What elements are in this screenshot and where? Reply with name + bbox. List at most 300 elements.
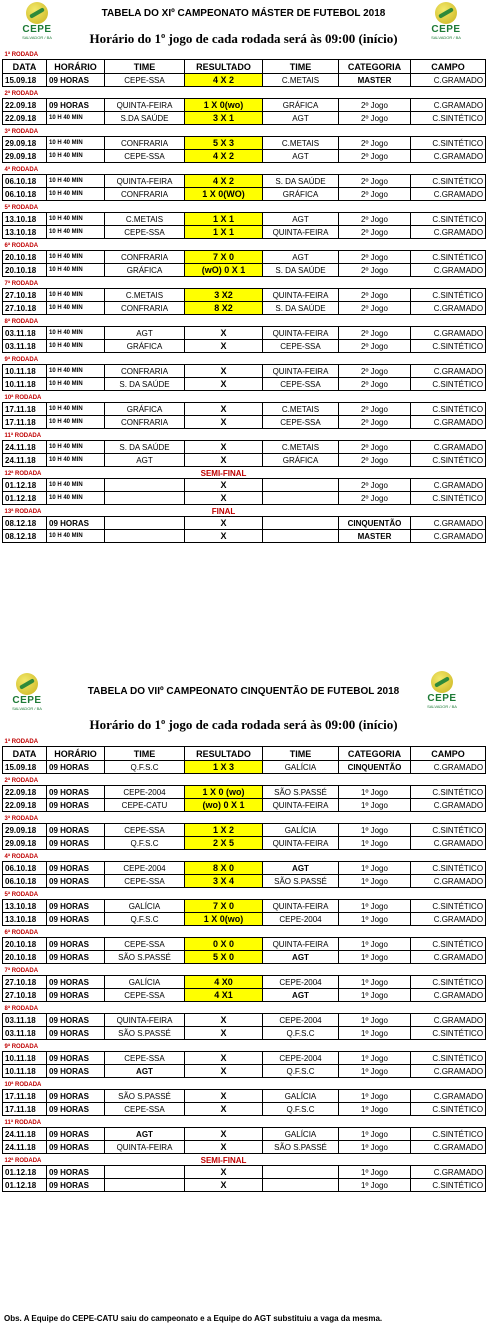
home-team-cell: CONFRARIA <box>105 416 185 429</box>
field-cell: C.GRAMADO <box>411 1166 486 1179</box>
away-team-cell: C.METAIS <box>263 74 339 87</box>
home-team-cell <box>105 517 185 530</box>
table-row <box>3 1065 486 1078</box>
category-cell: 2º Jogo <box>339 137 411 150</box>
table-row <box>3 938 486 951</box>
category-cell: 2º Jogo <box>339 479 411 492</box>
column-header: CATEGORIA <box>339 747 411 761</box>
field-cell: C.SINTÉTICO <box>411 824 486 837</box>
field-cell: C.SINTÉTICO <box>411 786 486 799</box>
table-row <box>3 1052 486 1065</box>
category-cell: 2º Jogo <box>339 378 411 391</box>
home-team-cell <box>105 1166 185 1179</box>
category-cell: 2º Jogo <box>339 264 411 277</box>
result-cell: X <box>185 1065 263 1078</box>
field-cell: C.SINTÉTICO <box>411 492 486 505</box>
home-team-cell: Q.F.S.C <box>105 837 185 850</box>
result-cell: 1 X 3 <box>185 761 263 774</box>
date-cell: 24.11.18 <box>3 454 47 467</box>
table-row <box>3 289 486 302</box>
time-cell: 10 H 40 MIN <box>47 416 105 429</box>
away-team-cell: QUINTA-FEIRA <box>263 900 339 913</box>
home-team-cell: S.DA SAÚDE <box>105 112 185 125</box>
time-cell: 09 HORAS <box>47 976 105 989</box>
date-cell: 08.12.18 <box>3 530 47 543</box>
result-cell: 4 X1 <box>185 989 263 1002</box>
field-cell: C.GRAMADO <box>411 226 486 239</box>
field-cell: C.GRAMADO <box>411 875 486 888</box>
round-label-row <box>3 774 486 786</box>
stage-label: FINAL <box>211 507 236 516</box>
category-cell: 1º Jogo <box>339 862 411 875</box>
category-cell: 1º Jogo <box>339 976 411 989</box>
time-cell: 09 HORAS <box>47 1027 105 1040</box>
field-cell: C.GRAMADO <box>411 441 486 454</box>
round-label: 5ª RODADA <box>4 891 39 898</box>
date-cell: 24.11.18 <box>3 441 47 454</box>
round-label: 2ª RODADA <box>4 777 39 784</box>
home-team-cell: CEPE-SSA <box>105 875 185 888</box>
field-cell: C.GRAMADO <box>411 302 486 315</box>
home-team-cell: SÃO S.PASSÉ <box>105 1090 185 1103</box>
round-label-row <box>3 1002 486 1014</box>
away-team-cell: AGT <box>263 213 339 226</box>
round-label: 8ª RODADA <box>4 318 39 325</box>
time-cell: 09 HORAS <box>47 1052 105 1065</box>
round-label: 3ª RODADA <box>4 815 39 822</box>
table-row <box>3 989 486 1002</box>
table-row <box>3 226 486 239</box>
round-label: 9ª RODADA <box>4 1043 39 1050</box>
round-label-row <box>3 277 486 289</box>
home-team-cell <box>105 492 185 505</box>
date-cell: 03.11.18 <box>3 340 47 353</box>
table-row <box>3 302 486 315</box>
date-cell: 17.11.18 <box>3 403 47 416</box>
date-cell: 27.10.18 <box>3 976 47 989</box>
time-cell: 10 H 40 MIN <box>47 479 105 492</box>
time-cell: 09 HORAS <box>47 761 105 774</box>
table-row <box>3 1014 486 1027</box>
date-cell: 10.11.18 <box>3 365 47 378</box>
date-cell: 15.09.18 <box>3 761 47 774</box>
result-cell: 8 X 0 <box>185 862 263 875</box>
result-cell: X <box>185 530 263 543</box>
home-team-cell: AGT <box>105 327 185 340</box>
home-team-cell: CEPE-CATU <box>105 799 185 812</box>
table-row <box>3 188 486 201</box>
date-cell: 13.10.18 <box>3 913 47 926</box>
table-row <box>3 365 486 378</box>
field-cell: C.SINTÉTICO <box>411 1027 486 1040</box>
home-team-cell: CEPE-SSA <box>105 989 185 1002</box>
category-cell: 2º Jogo <box>339 327 411 340</box>
round-label: 12ª RODADA <box>4 470 42 477</box>
away-team-cell: AGT <box>263 951 339 964</box>
date-cell: 22.09.18 <box>3 99 47 112</box>
round-label: 10ª RODADA <box>4 1081 42 1088</box>
result-cell: X <box>185 479 263 492</box>
time-cell: 09 HORAS <box>47 1103 105 1116</box>
away-team-cell: QUINTA-FEIRA <box>263 327 339 340</box>
round-label-row <box>3 888 486 900</box>
home-team-cell: CEPE-2004 <box>105 862 185 875</box>
time-cell: 10 H 40 MIN <box>47 112 105 125</box>
away-team-cell: C.METAIS <box>263 137 339 150</box>
field-cell: C.SINTÉTICO <box>411 1179 486 1192</box>
round-label: 1ª RODADA <box>4 738 39 745</box>
category-cell: 1º Jogo <box>339 837 411 850</box>
category-cell: 1º Jogo <box>339 1090 411 1103</box>
home-team-cell: GRÁFICA <box>105 403 185 416</box>
table-row <box>3 786 486 799</box>
table-row <box>3 951 486 964</box>
result-cell: 8 X2 <box>185 302 263 315</box>
date-cell: 29.09.18 <box>3 137 47 150</box>
time-cell: 10 H 40 MIN <box>47 327 105 340</box>
home-team-cell: Q.F.S.C <box>105 761 185 774</box>
result-cell: 1 X 2 <box>185 824 263 837</box>
away-team-cell: QUINTA-FEIRA <box>263 938 339 951</box>
category-cell: 1º Jogo <box>339 1166 411 1179</box>
round-label: 5ª RODADA <box>4 204 39 211</box>
table-row <box>3 1128 486 1141</box>
away-team-cell: Q.F.S.C <box>263 1065 339 1078</box>
away-team-cell: CEPE-SSA <box>263 340 339 353</box>
table-row <box>3 1141 486 1154</box>
away-team-cell: QUINTA-FEIRA <box>263 837 339 850</box>
round-label-row <box>3 391 486 403</box>
time-cell: 09 HORAS <box>47 1166 105 1179</box>
round-label-row <box>3 467 486 479</box>
time-cell: 10 H 40 MIN <box>47 340 105 353</box>
result-cell: X <box>185 1014 263 1027</box>
round-label-row <box>3 850 486 862</box>
away-team-cell <box>263 517 339 530</box>
date-cell: 03.11.18 <box>3 327 47 340</box>
date-cell: 29.09.18 <box>3 150 47 163</box>
category-cell: 2º Jogo <box>339 213 411 226</box>
column-header: HORÁRIO <box>47 747 105 761</box>
round-label-row <box>3 48 486 60</box>
field-cell: C.SINTÉTICO <box>411 403 486 416</box>
table-row <box>3 327 486 340</box>
home-team-cell: CONFRARIA <box>105 188 185 201</box>
result-cell: X <box>185 1052 263 1065</box>
date-cell: 08.12.18 <box>3 517 47 530</box>
category-cell: 1º Jogo <box>339 875 411 888</box>
logo-subtext: SALVADOR / BA <box>427 704 457 709</box>
category-cell: 2º Jogo <box>339 226 411 239</box>
field-cell: C.GRAMADO <box>411 799 486 812</box>
date-cell: 17.11.18 <box>3 1090 47 1103</box>
table-row <box>3 378 486 391</box>
table-row <box>3 1090 486 1103</box>
column-header: CATEGORIA <box>339 60 411 74</box>
round-label-row <box>3 926 486 938</box>
round-label-row <box>3 1078 486 1090</box>
field-cell: C.SINTÉTICO <box>411 213 486 226</box>
away-team-cell: CEPE-2004 <box>263 976 339 989</box>
round-label: 11ª RODADA <box>4 1119 42 1126</box>
date-cell: 24.11.18 <box>3 1141 47 1154</box>
result-cell: 1 X 1 <box>185 226 263 239</box>
time-cell: 09 HORAS <box>47 913 105 926</box>
master-header <box>0 0 487 48</box>
round-label: 3ª RODADA <box>4 128 39 135</box>
home-team-cell: S. DA SAÚDE <box>105 378 185 391</box>
time-cell: 09 HORAS <box>47 862 105 875</box>
result-cell: X <box>185 1027 263 1040</box>
date-cell: 15.09.18 <box>3 74 47 87</box>
home-team-cell: CEPE-2004 <box>105 786 185 799</box>
home-team-cell: C.METAIS <box>105 289 185 302</box>
home-team-cell: C.METAIS <box>105 213 185 226</box>
time-cell: 09 HORAS <box>47 938 105 951</box>
round-label-row <box>3 125 486 137</box>
date-cell: 22.09.18 <box>3 112 47 125</box>
category-cell: 2º Jogo <box>339 454 411 467</box>
date-cell: 01.12.18 <box>3 492 47 505</box>
result-cell: X <box>185 1166 263 1179</box>
category-cell: 1º Jogo <box>339 900 411 913</box>
field-cell: C.GRAMADO <box>411 761 486 774</box>
category-cell: 2º Jogo <box>339 441 411 454</box>
field-cell: C.SINTÉTICO <box>411 938 486 951</box>
field-cell: C.GRAMADO <box>411 74 486 87</box>
home-team-cell: GRÁFICA <box>105 264 185 277</box>
round-label-row <box>3 735 486 747</box>
time-cell: 09 HORAS <box>47 989 105 1002</box>
round-label: 8ª RODADA <box>4 1005 39 1012</box>
time-cell: 09 HORAS <box>47 875 105 888</box>
table-row <box>3 913 486 926</box>
away-team-cell: Q.F.S.C <box>263 1103 339 1116</box>
home-team-cell: QUINTA-FEIRA <box>105 1141 185 1154</box>
away-team-cell: GRÁFICA <box>263 188 339 201</box>
cinquentao-header <box>0 667 487 732</box>
home-team-cell: CEPE-SSA <box>105 824 185 837</box>
away-team-cell: SÃO S.PASSÉ <box>263 1141 339 1154</box>
category-cell: 1º Jogo <box>339 1065 411 1078</box>
field-cell: C.GRAMADO <box>411 1065 486 1078</box>
round-label-row <box>3 964 486 976</box>
away-team-cell: QUINTA-FEIRA <box>263 226 339 239</box>
column-header: DATA <box>3 747 47 761</box>
result-cell: 1 X 0 (wo) <box>185 786 263 799</box>
date-cell: 03.11.18 <box>3 1027 47 1040</box>
result-cell: 1 X 0(WO) <box>185 188 263 201</box>
field-cell: C.GRAMADO <box>411 479 486 492</box>
time-cell: 10 H 40 MIN <box>47 226 105 239</box>
home-team-cell: CEPE-SSA <box>105 150 185 163</box>
round-label-row <box>3 1040 486 1052</box>
result-cell: (wo) 0 X 1 <box>185 799 263 812</box>
round-label: 13ª RODADA <box>4 508 42 515</box>
result-cell: X <box>185 340 263 353</box>
date-cell: 03.11.18 <box>3 1014 47 1027</box>
table-row <box>3 837 486 850</box>
round-label-row <box>3 87 486 99</box>
home-team-cell: GALÍCIA <box>105 900 185 913</box>
away-team-cell <box>263 1179 339 1192</box>
result-cell: 3 X 4 <box>185 875 263 888</box>
field-cell: C.GRAMADO <box>411 365 486 378</box>
time-cell: 09 HORAS <box>47 1179 105 1192</box>
category-cell: 1º Jogo <box>339 951 411 964</box>
table-header-row <box>3 747 486 761</box>
home-team-cell: SÃO S.PASSÉ <box>105 951 185 964</box>
category-cell: 2º Jogo <box>339 302 411 315</box>
result-cell: X <box>185 327 263 340</box>
field-cell: C.SINTÉTICO <box>411 454 486 467</box>
stage-label: SEMI-FINAL <box>200 469 247 478</box>
table-row <box>3 441 486 454</box>
home-team-cell <box>105 530 185 543</box>
time-cell: 09 HORAS <box>47 517 105 530</box>
time-cell: 10 H 40 MIN <box>47 378 105 391</box>
table-row <box>3 1103 486 1116</box>
round-label: 7ª RODADA <box>4 967 39 974</box>
result-cell: 7 X 0 <box>185 251 263 264</box>
away-team-cell <box>263 1166 339 1179</box>
round-label-row <box>3 429 486 441</box>
table-row <box>3 517 486 530</box>
cinquentao-subtitle: Horário do 1º jogo de cada rodada será às 09:00 (início) <box>89 717 398 732</box>
table-row <box>3 264 486 277</box>
result-cell: 7 X 0 <box>185 900 263 913</box>
result-cell: 5 X 3 <box>185 137 263 150</box>
home-team-cell: CEPE-SSA <box>105 74 185 87</box>
category-cell: 2º Jogo <box>339 340 411 353</box>
away-team-cell: GALÍCIA <box>263 1090 339 1103</box>
table-row <box>3 112 486 125</box>
column-header: TIME <box>105 747 185 761</box>
table-row <box>3 1179 486 1192</box>
category-cell: 1º Jogo <box>339 1014 411 1027</box>
away-team-cell: S. DA SAÚDE <box>263 264 339 277</box>
result-cell: 1 X 0(wo) <box>185 913 263 926</box>
table-row <box>3 150 486 163</box>
date-cell: 27.10.18 <box>3 989 47 1002</box>
category-cell: 1º Jogo <box>339 1027 411 1040</box>
time-cell: 09 HORAS <box>47 1128 105 1141</box>
away-team-cell: QUINTA-FEIRA <box>263 289 339 302</box>
date-cell: 13.10.18 <box>3 900 47 913</box>
stage-label: SEMI-FINAL <box>200 1156 247 1165</box>
cinquentao-title: TABELA DO VIIº CAMPEONATO CINQUENTÃO DE FUTEBOL 2018 <box>87 686 400 697</box>
round-label: 12ª RODADA <box>4 1157 42 1164</box>
round-label-row <box>3 1154 486 1166</box>
time-cell: 09 HORAS <box>47 824 105 837</box>
home-team-cell: AGT <box>105 1128 185 1141</box>
table-row <box>3 454 486 467</box>
result-cell: 1 X 0(wo) <box>185 99 263 112</box>
category-cell: 2º Jogo <box>339 99 411 112</box>
date-cell: 17.11.18 <box>3 416 47 429</box>
time-cell: 10 H 40 MIN <box>47 264 105 277</box>
date-cell: 24.11.18 <box>3 1128 47 1141</box>
home-team-cell: CONFRARIA <box>105 137 185 150</box>
result-cell: 2 X 5 <box>185 837 263 850</box>
home-team-cell: CEPE-SSA <box>105 226 185 239</box>
round-label: 4ª RODADA <box>4 166 39 173</box>
table-row <box>3 403 486 416</box>
field-cell: C.GRAMADO <box>411 1141 486 1154</box>
away-team-cell: GRÁFICA <box>263 454 339 467</box>
field-cell: C.GRAMADO <box>411 264 486 277</box>
category-cell: 2º Jogo <box>339 188 411 201</box>
field-cell: C.GRAMADO <box>411 1090 486 1103</box>
away-team-cell: QUINTA-FEIRA <box>263 799 339 812</box>
category-cell: 1º Jogo <box>339 1128 411 1141</box>
home-team-cell: GRÁFICA <box>105 340 185 353</box>
observation-note: Obs. A Equipe do CEPE-CATU saiu do campeonato e a Equipe do AGT substituiu a vaga da mesma. <box>4 1314 383 1323</box>
column-header: RESULTADO <box>185 60 263 74</box>
category-cell: 2º Jogo <box>339 150 411 163</box>
result-cell: X <box>185 416 263 429</box>
home-team-cell: GALÍCIA <box>105 976 185 989</box>
field-cell: C.SINTÉTICO <box>411 289 486 302</box>
date-cell: 20.10.18 <box>3 251 47 264</box>
away-team-cell: QUINTA-FEIRA <box>263 365 339 378</box>
date-cell: 27.10.18 <box>3 302 47 315</box>
time-cell: 10 H 40 MIN <box>47 492 105 505</box>
date-cell: 01.12.18 <box>3 1179 47 1192</box>
column-header: CAMPO <box>411 747 486 761</box>
logo-text: CEPE <box>12 695 42 706</box>
away-team-cell: S. DA SAÚDE <box>263 175 339 188</box>
time-cell: 10 H 40 MIN <box>47 289 105 302</box>
time-cell: 09 HORAS <box>47 951 105 964</box>
home-team-cell: CEPE-SSA <box>105 1103 185 1116</box>
result-cell: 4 X0 <box>185 976 263 989</box>
home-team-cell: CEPE-SSA <box>105 938 185 951</box>
result-cell: 4 X 2 <box>185 74 263 87</box>
field-cell: C.SINTÉTICO <box>411 1128 486 1141</box>
away-team-cell <box>263 479 339 492</box>
category-cell: 1º Jogo <box>339 1141 411 1154</box>
field-cell: C.GRAMADO <box>411 1014 486 1027</box>
field-cell: C.SINTÉTICO <box>411 900 486 913</box>
time-cell: 09 HORAS <box>47 799 105 812</box>
time-cell: 10 H 40 MIN <box>47 454 105 467</box>
field-cell: C.SINTÉTICO <box>411 1103 486 1116</box>
column-header: TIME <box>263 60 339 74</box>
field-cell: C.SINTÉTICO <box>411 112 486 125</box>
field-cell: C.SINTÉTICO <box>411 340 486 353</box>
table-row <box>3 1027 486 1040</box>
category-cell: 2º Jogo <box>339 289 411 302</box>
result-cell: X <box>185 517 263 530</box>
table-header-row <box>3 60 486 74</box>
date-cell: 06.10.18 <box>3 175 47 188</box>
time-cell: 10 H 40 MIN <box>47 365 105 378</box>
home-team-cell: Q.F.S.C <box>105 913 185 926</box>
category-cell: 2º Jogo <box>339 112 411 125</box>
result-cell: X <box>185 454 263 467</box>
round-label: 10ª RODADA <box>4 394 42 401</box>
master-subtitle: Horário do 1º jogo de cada rodada será às 09:00 (início) <box>89 31 398 46</box>
date-cell: 20.10.18 <box>3 951 47 964</box>
field-cell: C.GRAMADO <box>411 530 486 543</box>
round-label: 2ª RODADA <box>4 90 39 97</box>
category-cell: 2º Jogo <box>339 365 411 378</box>
away-team-cell <box>263 492 339 505</box>
date-cell: 10.11.18 <box>3 1065 47 1078</box>
field-cell: C.GRAMADO <box>411 188 486 201</box>
round-label-row <box>3 505 486 517</box>
